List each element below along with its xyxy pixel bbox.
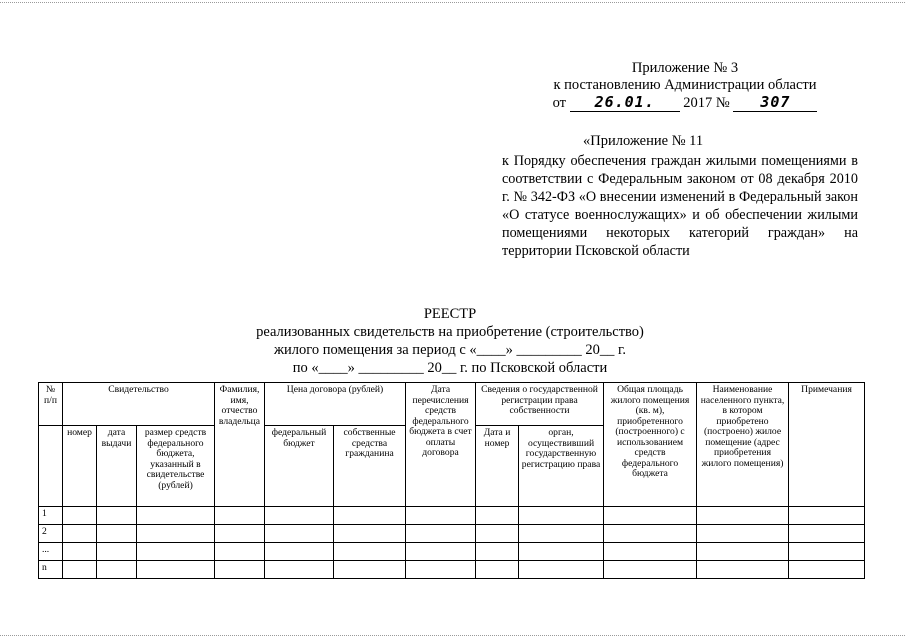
registry-period-to: по «____» _________ 20__ г. по Псковской области xyxy=(292,360,608,376)
handwritten-number: 307 xyxy=(733,94,817,112)
header-registration: Сведения о государственной регистрации права собственности xyxy=(476,383,604,426)
header-owner: Фамилия, имя, отчество владельца xyxy=(215,383,265,507)
subheader-cert-date: дата выдачи xyxy=(97,426,137,507)
registry-period-from: жилого помещения за период с «____» _________ 20__ г. xyxy=(274,342,626,358)
header-num-empty xyxy=(39,426,63,507)
registry-table xyxy=(38,382,865,579)
subheader-reg-authority: орган, осуществивший государственную регистрацию права xyxy=(519,426,604,507)
appendix-3-title: Приложение № 3 xyxy=(631,60,739,76)
header-area: Общая площадь жилого помещения (кв. м), приобретенного (построенного) с использованием средств федерального бюджета xyxy=(604,383,697,507)
appendix-3-date-line: от 26.01. 2017 № 307 xyxy=(540,94,830,112)
handwritten-date: 26.01. xyxy=(570,94,680,112)
appendix-11-text: к Порядку обеспечения граждан жилыми помещениями в соответствии с Федеральным законом от 08 декабря 2010 г. № 342-ФЗ «О внесении изменений в Федеральный закон «О статусе военнослужащих» и об обеспечении жилыми помещениями некоторых категорий граждан» на территории Псковской области xyxy=(502,153,858,259)
row-number: n xyxy=(39,561,63,579)
header-num: № п/п xyxy=(39,383,63,426)
header-payment-date: Дата перечисления средств федерального бюджета в счет оплаты договора xyxy=(406,383,476,507)
header-notes: Примечания xyxy=(789,383,865,507)
header-contract-price: Цена договора (рублей) xyxy=(265,383,406,426)
row-number: 1 xyxy=(39,507,63,525)
row-number: 2 xyxy=(39,525,63,543)
subheader-cert-amount: размер средств федерального бюджета, указанный в свидетельстве (рублей) xyxy=(137,426,215,507)
subheader-federal-budget: федеральный бюджет xyxy=(265,426,334,507)
subheader-own-funds: собственные средства гражданина xyxy=(334,426,406,507)
table-row xyxy=(39,507,865,525)
row-number: ... xyxy=(39,543,63,561)
header-locality: Наименование населенного пункта, в котором приобретено (построено) жилое помещение (адрес приобретения жилого помещения) xyxy=(697,383,789,507)
registry-title: РЕЕСТР xyxy=(423,306,477,322)
registry-subtitle: реализованных свидетельств на приобретение (строительство) xyxy=(256,324,644,340)
appendix-11-title: «Приложение № 11 xyxy=(583,133,704,149)
table-row xyxy=(39,561,865,579)
page-bottom-edge xyxy=(0,635,905,637)
table-row xyxy=(39,525,865,543)
header-certificate: Свидетельство xyxy=(63,383,215,426)
appendix-3-resolution: к постановлению Администрации области xyxy=(553,77,817,93)
subheader-reg-date-number: Дата и номер xyxy=(476,426,519,507)
table-row xyxy=(39,543,865,561)
subheader-cert-number: номер xyxy=(63,426,97,507)
page-top-edge xyxy=(0,2,905,4)
appendix-3-block xyxy=(540,60,830,112)
